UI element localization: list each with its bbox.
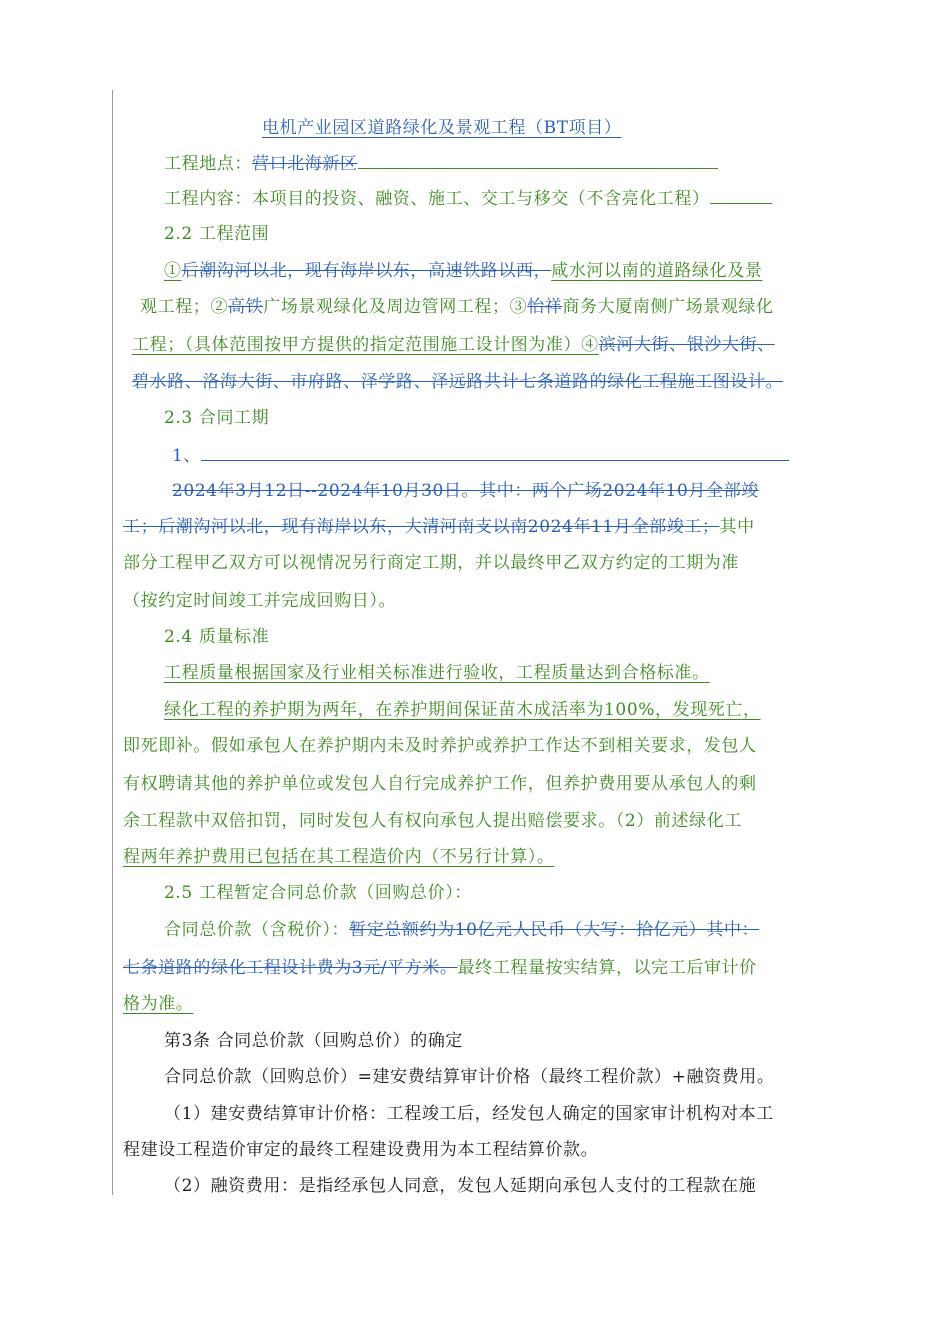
project-title: 电机产业园区道路绿化及景观工程（BT项目） bbox=[262, 118, 622, 138]
scope-circle-1: ① bbox=[164, 261, 182, 281]
maintenance-line-2: 即死即补。假如承包人在养护期内未及时养护或养护工作达不到相关要求，发包人 bbox=[123, 736, 757, 756]
period-item-1 bbox=[172, 442, 789, 468]
section-2-3-heading: 2.3 合同工期 bbox=[164, 408, 270, 428]
section-2-5-heading: 2.5 工程暂定合同总价款（回购总价）： bbox=[164, 883, 472, 903]
period-l2-text: 其中 bbox=[719, 517, 755, 537]
maintenance-line-3: 有权聘请其他的养护单位或发包人自行完成养护工作，但养护费用要从承包人的剩 bbox=[123, 774, 757, 794]
location-value: 营口北海新区 bbox=[252, 154, 358, 174]
content-blank bbox=[710, 185, 772, 204]
period-item-number: 1、 bbox=[172, 446, 202, 466]
article-3-heading: 第3条 合同总价款（回购总价）的确定 bbox=[164, 1031, 464, 1051]
maintenance-line-5: 程两年养护费用已包括在其工程造价内（不另行计算）。 bbox=[123, 847, 555, 867]
scope-l3-deleted: 滨河大街、银沙大街、 bbox=[598, 335, 775, 355]
content-label: 工程内容： bbox=[164, 189, 252, 209]
maintenance-line-1: 绿化工程的养护期为两年，在养护期间保证苗木成活率为100%，发现死亡， bbox=[164, 700, 761, 720]
maintenance-line-4: 余工程款中双倍扣罚，同时发包人有权向承包人提出赔偿要求。（2）前述绿化工 bbox=[123, 811, 742, 831]
quality-standard: 工程质量根据国家及行业相关标准进行验收，工程质量达到合格标准。 bbox=[164, 663, 710, 683]
price-l2-deleted: 七条道路的绿化工程设计费为3元/平方米。 bbox=[123, 958, 458, 978]
period-line-4: （按约定时间竣工并完成回购日）。 bbox=[123, 591, 397, 611]
scope-line-2 bbox=[140, 295, 774, 319]
price-l2-text: 最终工程量按实结算，以完工后审计价 bbox=[457, 958, 757, 978]
content-value: 本项目的投资、融资、施工、交工与移交（不含亮化工程） bbox=[252, 189, 710, 209]
period-line-2 bbox=[123, 515, 755, 539]
location-line bbox=[164, 150, 718, 176]
location-blank bbox=[358, 150, 718, 169]
price-label: 合同总价款（含税价）： bbox=[164, 920, 350, 940]
scope-l2-deleted-1: 高铁 bbox=[228, 297, 264, 317]
scope-line-3 bbox=[132, 333, 775, 357]
scope-line-4: 碧水路、洛海大街、市府路、泽学路、泽远路共计七条道路的绿化工程施工图设计。 bbox=[132, 372, 784, 392]
period-line-1: 2024年3月12日--2024年10月30日。其中：两个广场2024年10月全部竣 bbox=[172, 481, 759, 501]
scope-l2-deleted-2: 怡祥 bbox=[527, 297, 563, 317]
article-3-p2-line-1: （2）融资费用：是指经承包人同意，发包人延期向承包人支付的工程款在施 bbox=[164, 1176, 757, 1196]
article-3-p1-line-2: 程建设工程造价审定的最终工程建设费用为本工程结算价款。 bbox=[123, 1140, 599, 1160]
scope-l1-text: 咸水河以南的道路绿化及景 bbox=[551, 261, 763, 281]
scope-l3-a: 工程；（具体范围按甲方提供的指定范围施工设计图为准）④ bbox=[132, 335, 599, 355]
location-label: 工程地点： bbox=[164, 154, 252, 174]
scope-l1-deleted: 后潮沟河以北，现有海岸以东，高速铁路以西， bbox=[181, 261, 552, 281]
period-blank bbox=[201, 442, 789, 461]
scope-l2-c: 广场景观绿化及周边管网工程；③ bbox=[263, 297, 528, 317]
period-l2-deleted: 工；后潮沟河以北，现有海岸以东，大清河南支以南2024年11月全部竣工； bbox=[123, 517, 720, 537]
price-line-1 bbox=[164, 918, 759, 942]
scope-line-1 bbox=[164, 259, 762, 283]
scope-l2-a: 观工程；② bbox=[140, 297, 228, 317]
margin-change-bar bbox=[112, 90, 113, 1195]
article-3-formula: 合同总价款（回购总价）=建安费结算审计价格（最终工程价款）+融资费用。 bbox=[164, 1067, 775, 1087]
section-2-2-heading: 2.2 工程范围 bbox=[164, 224, 270, 244]
price-l1-deleted: 暂定总额约为10亿元人民币（大写：拾亿元）其中： bbox=[349, 920, 760, 940]
scope-l2-e: 商务大厦南侧广场景观绿化 bbox=[562, 297, 774, 317]
period-line-3: 部分工程甲乙双方可以视情况另行商定工期，并以最终甲乙双方约定的工期为准 bbox=[123, 553, 739, 573]
price-line-3: 格为准。 bbox=[123, 994, 194, 1014]
content-line bbox=[164, 185, 772, 211]
article-3-p1-line-1: （1）建安费结算审计价格：工程竣工后，经发包人确定的国家审计机构对本工 bbox=[164, 1104, 774, 1124]
price-line-2 bbox=[123, 956, 757, 980]
section-2-4-heading: 2.4 质量标准 bbox=[164, 627, 270, 647]
